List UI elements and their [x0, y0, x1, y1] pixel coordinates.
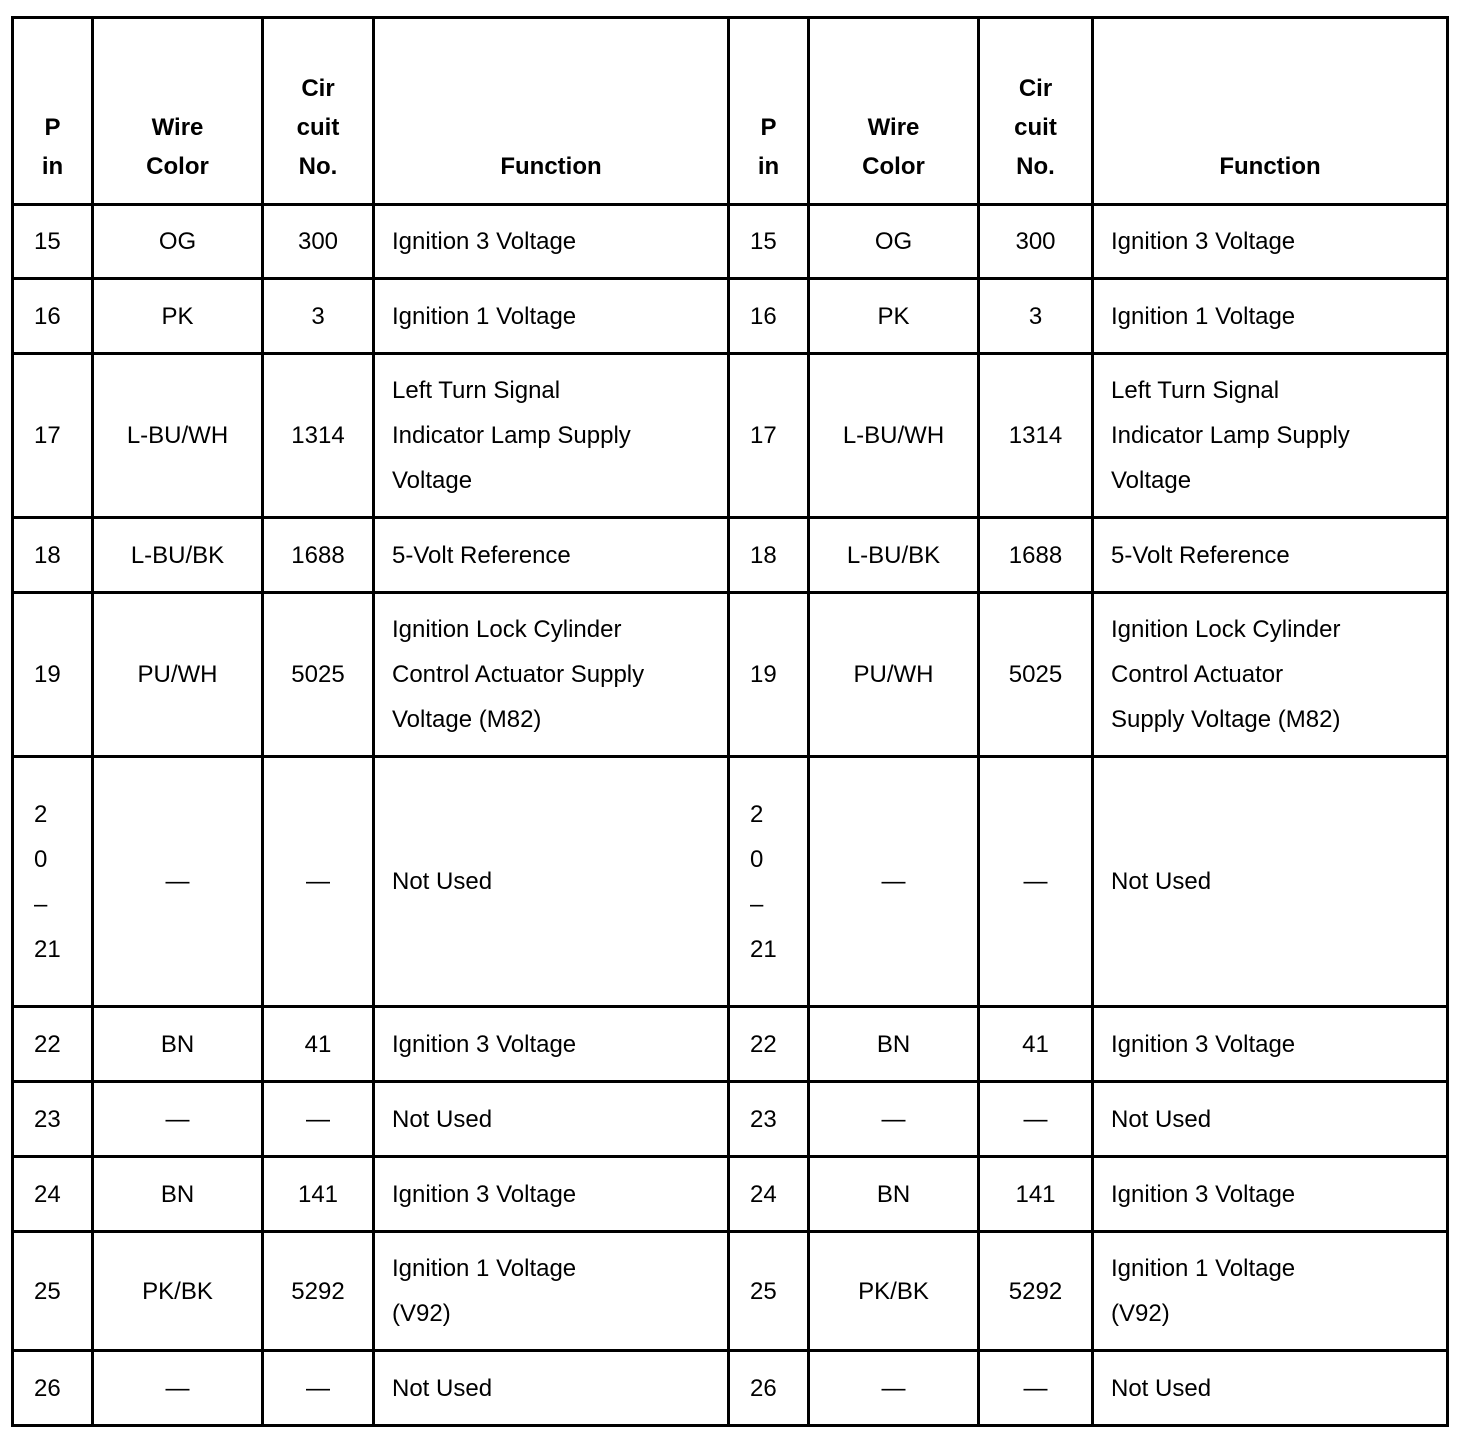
- pin-cell: 2 0 – 21: [13, 757, 93, 1007]
- pin-cell: 18: [729, 518, 809, 593]
- circuit-no-cell: 300: [979, 205, 1093, 279]
- function-cell: Left Turn Signal Indicator Lamp Supply Voltage: [1093, 354, 1448, 518]
- circuit-no-cell: 1314: [263, 354, 374, 518]
- wire-color-cell: PK: [809, 279, 979, 354]
- circuit-no-cell: —: [979, 1351, 1093, 1426]
- wire-color-cell: PU/WH: [93, 593, 263, 757]
- pin-cell: 24: [729, 1157, 809, 1232]
- wire-color-cell: PK/BK: [809, 1232, 979, 1351]
- circuit-no-cell: 3: [979, 279, 1093, 354]
- wire-color-cell: PU/WH: [809, 593, 979, 757]
- header-circuit-no: Cir cuit No.: [979, 18, 1093, 205]
- circuit-no-cell: 5292: [979, 1232, 1093, 1351]
- pin-cell: 19: [13, 593, 93, 757]
- table-row: [13, 518, 1448, 593]
- wire-color-cell: L-BU/BK: [93, 518, 263, 593]
- pin-cell: 16: [13, 279, 93, 354]
- pin-cell: 15: [729, 205, 809, 279]
- wire-color-cell: —: [93, 1351, 263, 1426]
- circuit-no-cell: 1314: [979, 354, 1093, 518]
- header-wire-color: Wire Color: [93, 18, 263, 205]
- wire-color-cell: L-BU/BK: [809, 518, 979, 593]
- header-pin: P in: [729, 18, 809, 205]
- wire-color-cell: —: [809, 1082, 979, 1157]
- function-cell: Ignition 3 Voltage: [374, 1007, 729, 1082]
- circuit-no-cell: 141: [979, 1157, 1093, 1232]
- table-row: [13, 354, 1448, 518]
- circuit-no-cell: —: [263, 1082, 374, 1157]
- table-row: [13, 279, 1448, 354]
- function-cell: 5-Volt Reference: [374, 518, 729, 593]
- pin-cell: 22: [13, 1007, 93, 1082]
- function-cell: Not Used: [374, 757, 729, 1007]
- header-pin: P in: [13, 18, 93, 205]
- wire-color-cell: L-BU/WH: [93, 354, 263, 518]
- table-row: [13, 757, 1448, 1007]
- wire-color-cell: —: [809, 1351, 979, 1426]
- circuit-no-cell: —: [263, 757, 374, 1007]
- table-row: [13, 1157, 1448, 1232]
- function-cell: Ignition 3 Voltage: [374, 1157, 729, 1232]
- function-cell: Ignition 1 Voltage: [374, 279, 729, 354]
- table-row: [13, 593, 1448, 757]
- function-cell: Ignition 3 Voltage: [1093, 1007, 1448, 1082]
- table-row: [13, 1232, 1448, 1351]
- function-cell: Not Used: [1093, 757, 1448, 1007]
- wire-color-cell: —: [93, 757, 263, 1007]
- pin-cell: 2 0 – 21: [729, 757, 809, 1007]
- circuit-no-cell: —: [979, 757, 1093, 1007]
- circuit-no-cell: —: [263, 1351, 374, 1426]
- function-cell: Ignition 3 Voltage: [1093, 205, 1448, 279]
- function-cell: Not Used: [374, 1351, 729, 1426]
- function-cell: Ignition 1 Voltage (V92): [1093, 1232, 1448, 1351]
- pin-cell: 17: [13, 354, 93, 518]
- wire-color-cell: BN: [809, 1007, 979, 1082]
- circuit-no-cell: 41: [979, 1007, 1093, 1082]
- circuit-no-cell: 5292: [263, 1232, 374, 1351]
- wire-color-cell: PK: [93, 279, 263, 354]
- wire-color-cell: BN: [93, 1007, 263, 1082]
- function-cell: Ignition Lock Cylinder Control Actuator Supply Voltage (M82): [1093, 593, 1448, 757]
- header-row: [13, 18, 1448, 205]
- header-circuit-no: Cir cuit No.: [263, 18, 374, 205]
- function-cell: Ignition Lock Cylinder Control Actuator Supply Voltage (M82): [374, 593, 729, 757]
- circuit-no-cell: 1688: [263, 518, 374, 593]
- pin-cell: 19: [729, 593, 809, 757]
- function-cell: Not Used: [1093, 1082, 1448, 1157]
- function-cell: Ignition 1 Voltage: [1093, 279, 1448, 354]
- pin-cell: 24: [13, 1157, 93, 1232]
- wire-color-cell: —: [93, 1082, 263, 1157]
- function-cell: Ignition 1 Voltage (V92): [374, 1232, 729, 1351]
- pin-cell: 22: [729, 1007, 809, 1082]
- table-row: [13, 1007, 1448, 1082]
- circuit-no-cell: 5025: [263, 593, 374, 757]
- pin-cell: 16: [729, 279, 809, 354]
- pin-cell: 15: [13, 205, 93, 279]
- pin-cell: 23: [13, 1082, 93, 1157]
- pin-cell: 23: [729, 1082, 809, 1157]
- function-cell: Ignition 3 Voltage: [374, 205, 729, 279]
- function-cell: Left Turn Signal Indicator Lamp Supply Voltage: [374, 354, 729, 518]
- connector-pinout-table: [11, 16, 1449, 1427]
- circuit-no-cell: 300: [263, 205, 374, 279]
- pin-cell: 18: [13, 518, 93, 593]
- wire-color-cell: OG: [93, 205, 263, 279]
- table-row: [13, 205, 1448, 279]
- wire-color-cell: PK/BK: [93, 1232, 263, 1351]
- pin-cell: 26: [13, 1351, 93, 1426]
- table-row: [13, 1082, 1448, 1157]
- function-cell: 5-Volt Reference: [1093, 518, 1448, 593]
- pin-cell: 17: [729, 354, 809, 518]
- circuit-no-cell: 3: [263, 279, 374, 354]
- wire-color-cell: L-BU/WH: [809, 354, 979, 518]
- pin-cell: 25: [729, 1232, 809, 1351]
- circuit-no-cell: 41: [263, 1007, 374, 1082]
- header-wire-color: Wire Color: [809, 18, 979, 205]
- wire-color-cell: —: [809, 757, 979, 1007]
- function-cell: Not Used: [1093, 1351, 1448, 1426]
- circuit-no-cell: —: [979, 1082, 1093, 1157]
- function-cell: Ignition 3 Voltage: [1093, 1157, 1448, 1232]
- circuit-no-cell: 1688: [979, 518, 1093, 593]
- circuit-no-cell: 5025: [979, 593, 1093, 757]
- header-function: Function: [1093, 18, 1448, 205]
- wire-color-cell: BN: [809, 1157, 979, 1232]
- pin-cell: 26: [729, 1351, 809, 1426]
- circuit-no-cell: 141: [263, 1157, 374, 1232]
- table-row: [13, 1351, 1448, 1426]
- wire-color-cell: OG: [809, 205, 979, 279]
- wire-color-cell: BN: [93, 1157, 263, 1232]
- pin-cell: 25: [13, 1232, 93, 1351]
- header-function: Function: [374, 18, 729, 205]
- function-cell: Not Used: [374, 1082, 729, 1157]
